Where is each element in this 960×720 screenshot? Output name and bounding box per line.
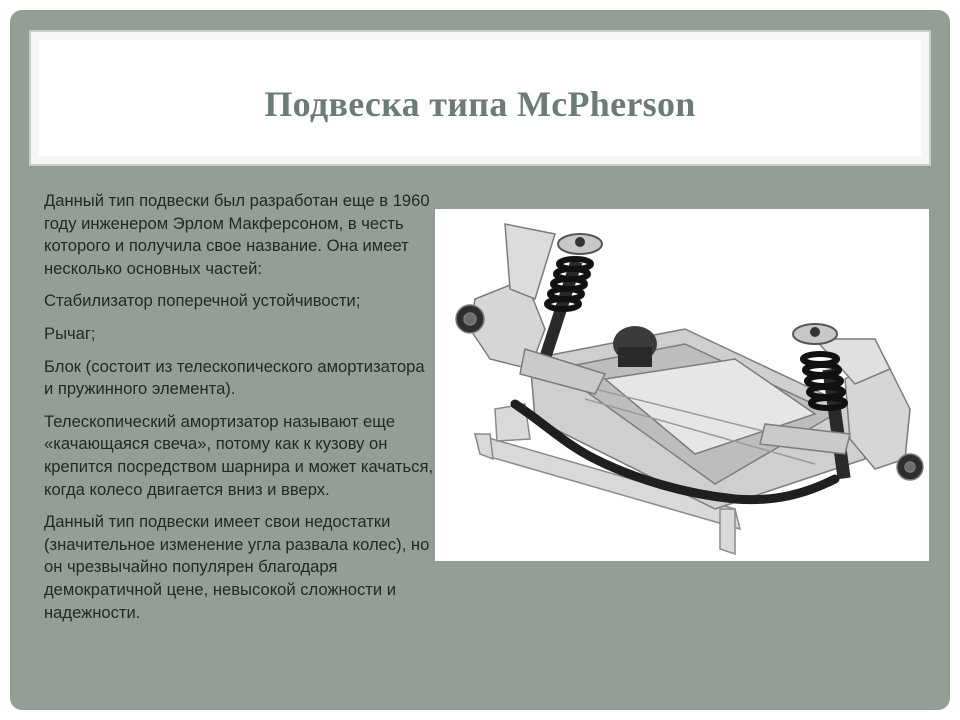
paragraph-intro: Данный тип подвески был разработан еще в 1960 году инженером Эрлом Макферсоном, в честь которого и получила свое название. Она имеет несколько основных частей: xyxy=(44,191,430,278)
paragraph-drawbacks: Данный тип подвески имеет свои недостатки (значительное изменение угла развала колес), но он чрезвычайно популярен благодаря демократичной цене, невысокой сложности и надежности. xyxy=(44,512,430,622)
slide-frame xyxy=(10,10,950,710)
title-inner xyxy=(39,40,921,156)
slide-title: Подвеска типа McPherson xyxy=(264,84,696,124)
paragraph-lever: Рычаг; xyxy=(44,323,96,343)
left-knuckle xyxy=(456,224,555,369)
mcpherson-suspension-illustration xyxy=(435,209,929,561)
paragraph-shock-absorber: Телескопический амортизатор называют еще «качающаяся свеча», потому как к кузову он крепится посредством шарнира и может качаться, когда колесо двигается вниз и вверх. xyxy=(44,411,434,499)
paragraph-stabilizer: Стабилизатор поперечной устойчивости; xyxy=(44,291,361,311)
engine-mount xyxy=(613,326,657,367)
suspension-image xyxy=(435,209,929,561)
body-text xyxy=(44,190,438,634)
title-box xyxy=(29,30,931,166)
paragraph-block: Блок (состоит из телескопического амортизатора и пружинного элемента). xyxy=(44,356,425,399)
